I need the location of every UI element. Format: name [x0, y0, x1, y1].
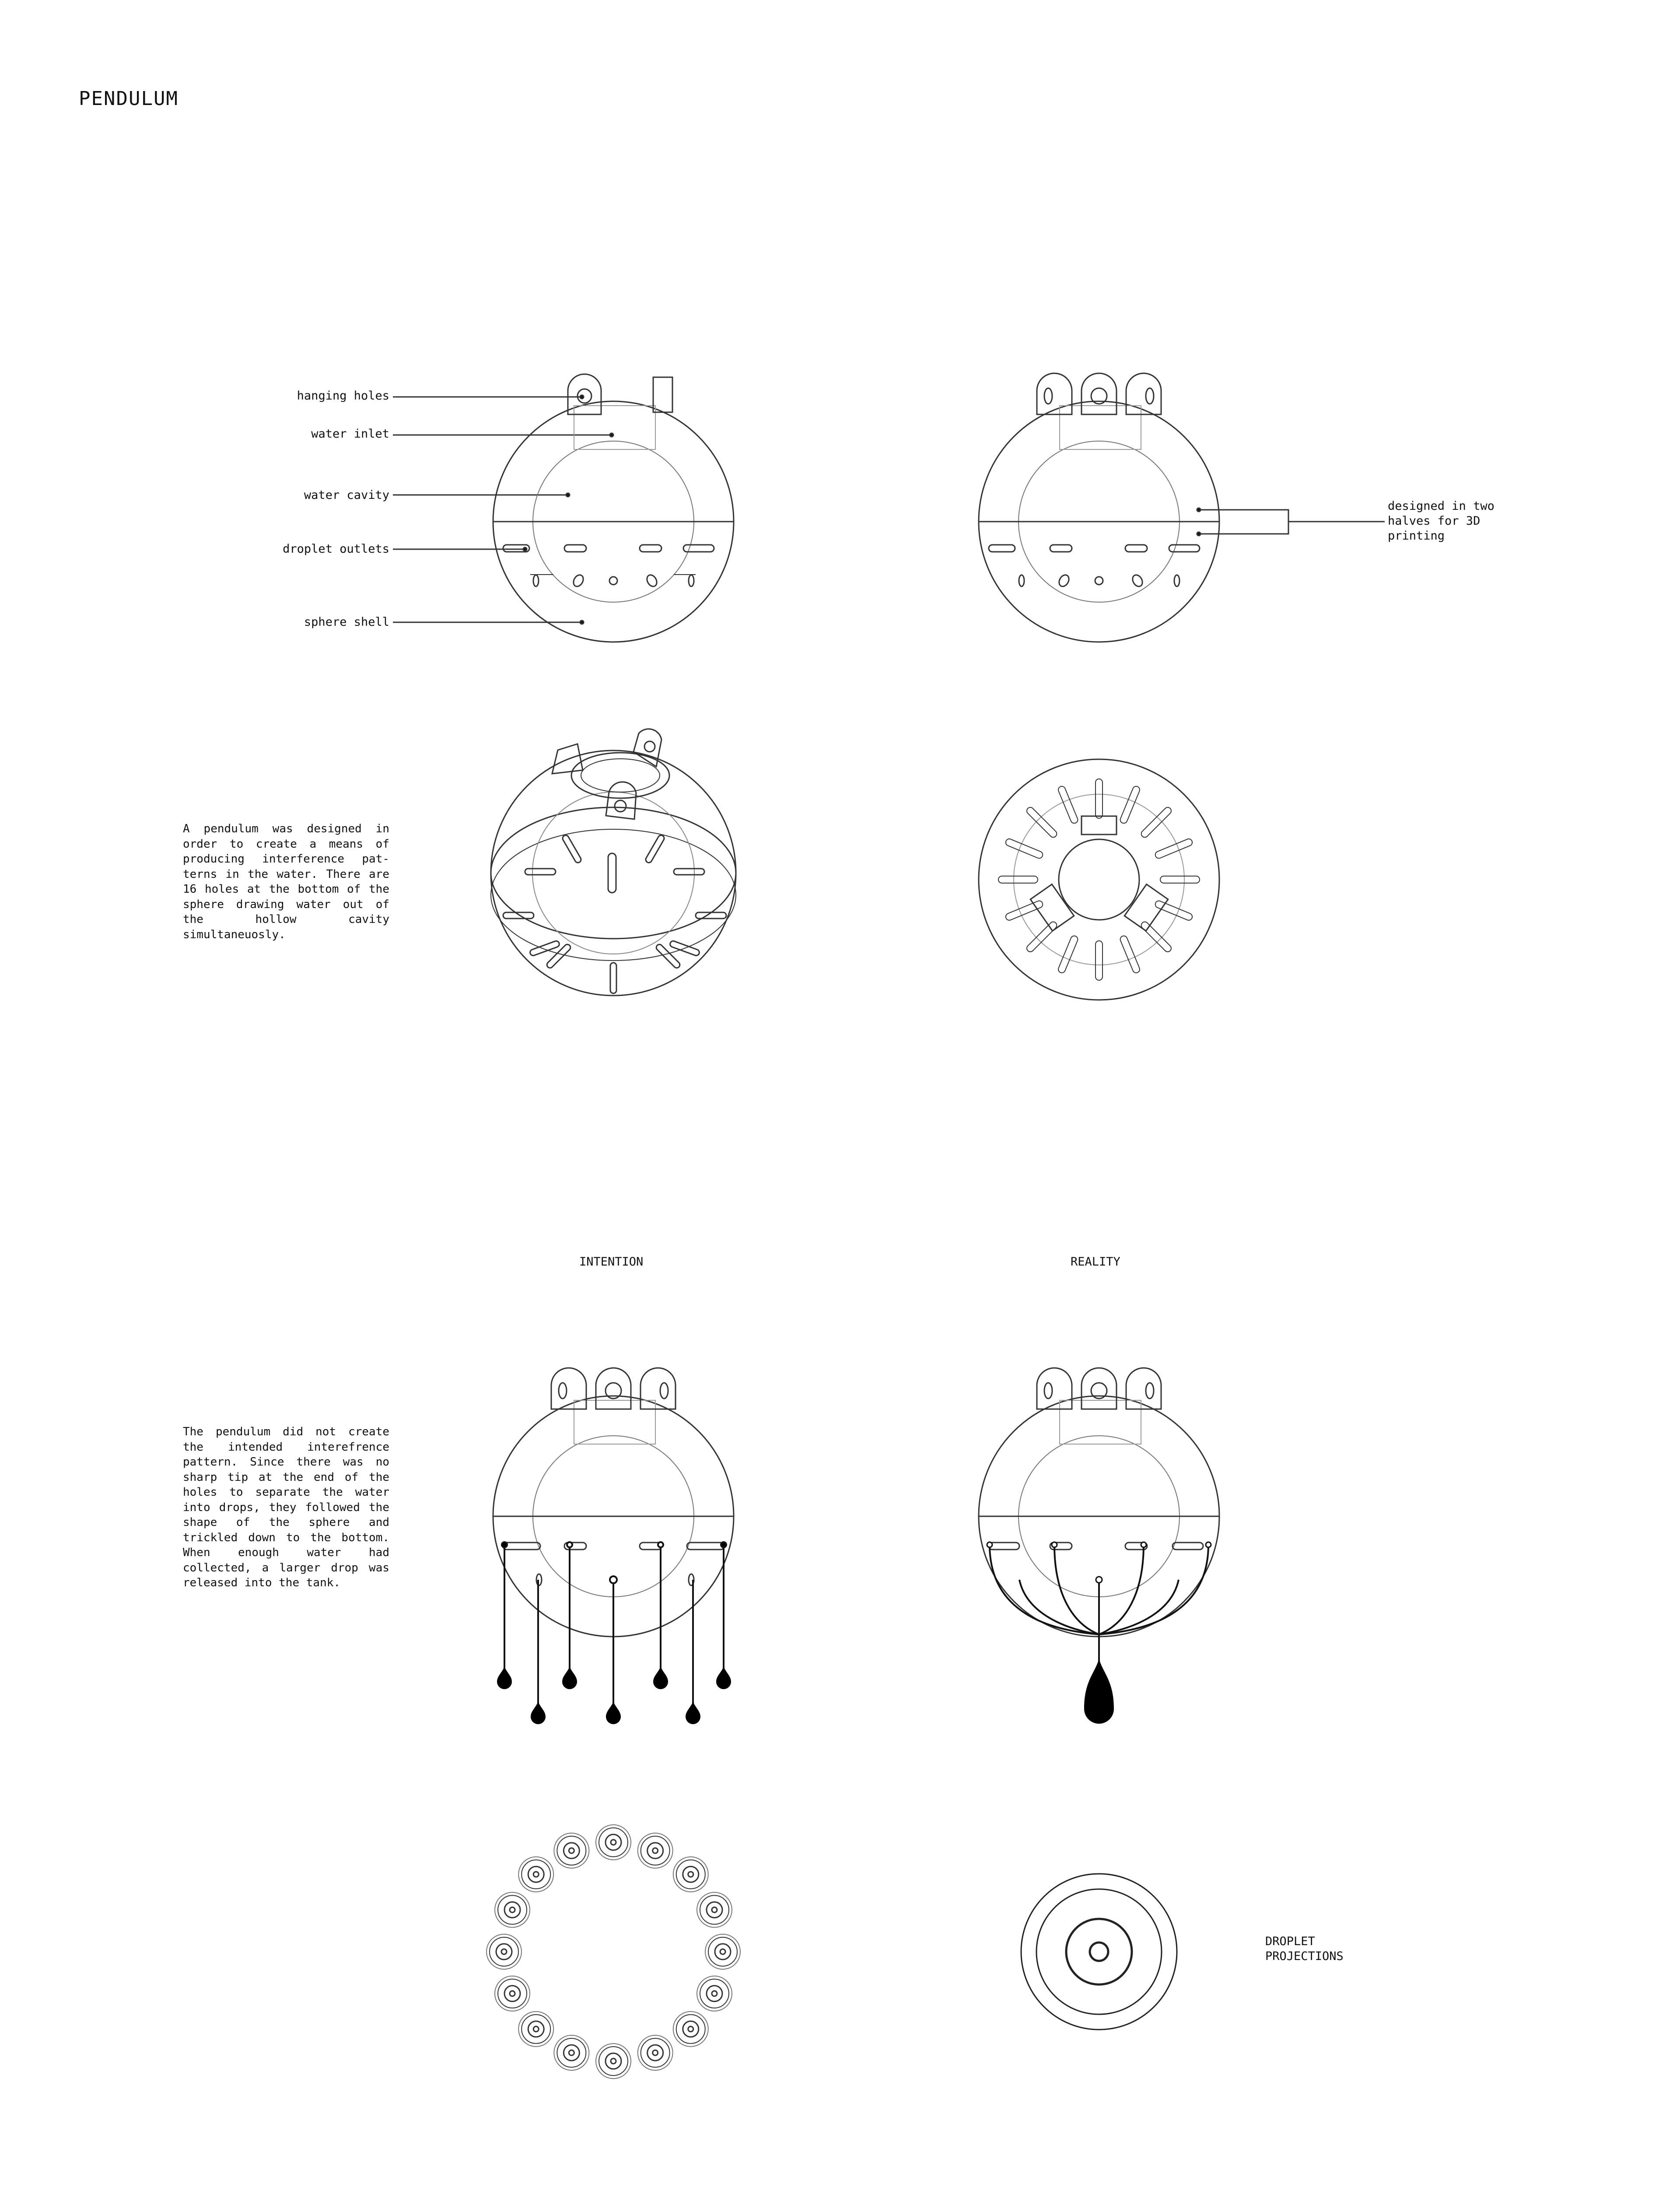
- projection-marker: [638, 1833, 673, 1868]
- paragraph-result: The pendulum did not create the intended interefrence pattern. Since there was no sharp tip at the end of the holes to separate the water into drops, they followed the shape of the sphere and trickled down to the bottom. When enough water had collected, a larger drop was released into the tank.: [183, 1425, 389, 1589]
- projection-marker: [518, 1857, 553, 1892]
- outlet-tube: [1140, 806, 1172, 839]
- projection-marker: [673, 2012, 708, 2047]
- outlet-tube: [1057, 935, 1079, 974]
- outlet-tube: [1026, 920, 1058, 953]
- reality-trickle-paths: [990, 1545, 1208, 1663]
- pendulum-bottom-view: [979, 759, 1219, 1000]
- projection-marker: [518, 2012, 553, 2047]
- projection-marker: [697, 1976, 732, 2011]
- outlet-tube: [1154, 838, 1193, 859]
- reality-large-droplet: [1084, 1659, 1114, 1724]
- leader-lines: [393, 395, 613, 624]
- label-sphere-shell: sphere shell: [304, 615, 389, 629]
- intention-projection-ring: [486, 1825, 740, 2079]
- outlet-tube: [1096, 941, 1102, 980]
- pendulum-isometric-view: [491, 729, 736, 996]
- outlet-tube: [1026, 806, 1058, 839]
- heading-intention: INTENTION: [579, 1255, 644, 1269]
- outlet-tube: [998, 876, 1038, 883]
- label-droplet-outlets: droplet outlets: [283, 542, 389, 556]
- projection-marker: [697, 1892, 732, 1927]
- label-water-inlet: water inlet: [311, 427, 389, 441]
- outlet-tube: [1160, 876, 1200, 883]
- projection-marker: [673, 1857, 708, 1892]
- projection-marker: [495, 1892, 530, 1927]
- outlet-tube: [1119, 785, 1141, 824]
- paragraph-design: A pendulum was designed in order to create a means of producing interference pat-terns in the water. There are 16 holes at the bottom of the sphere drawing water out of the hollow cavity simultaneuosly.: [183, 822, 389, 941]
- pendulum-front-view: [493, 374, 734, 642]
- label-two-halves: designed in two halves for 3D printing: [1388, 499, 1494, 543]
- page-title: PENDULUM: [79, 88, 178, 110]
- outlet-tube: [1119, 935, 1141, 974]
- projection-marker: [554, 1833, 589, 1868]
- heading-reality: REALITY: [1071, 1255, 1120, 1269]
- projection-marker: [638, 2035, 673, 2070]
- projection-marker: [495, 1976, 530, 2011]
- label-droplet-projections: DROPLET PROJECTIONS: [1265, 1935, 1344, 1963]
- projection-marker: [705, 1934, 740, 1969]
- pendulum-front-view-right: [979, 373, 1385, 642]
- outlet-tube: [1004, 838, 1043, 859]
- intention-drip-lines: [502, 1542, 726, 1704]
- projection-marker: [486, 1934, 522, 1969]
- reality-dots: [987, 1542, 1211, 1583]
- label-water-cavity: water cavity: [304, 488, 389, 502]
- projection-marker: [596, 1825, 631, 1860]
- reality-projection: [1021, 1874, 1177, 2030]
- projection-marker: [554, 2035, 589, 2070]
- outlet-tube: [1057, 785, 1079, 824]
- projection-marker: [596, 2044, 631, 2079]
- outlet-tube: [1140, 920, 1172, 953]
- label-hanging-holes: hanging holes: [297, 389, 389, 403]
- outlet-tube: [1096, 779, 1102, 818]
